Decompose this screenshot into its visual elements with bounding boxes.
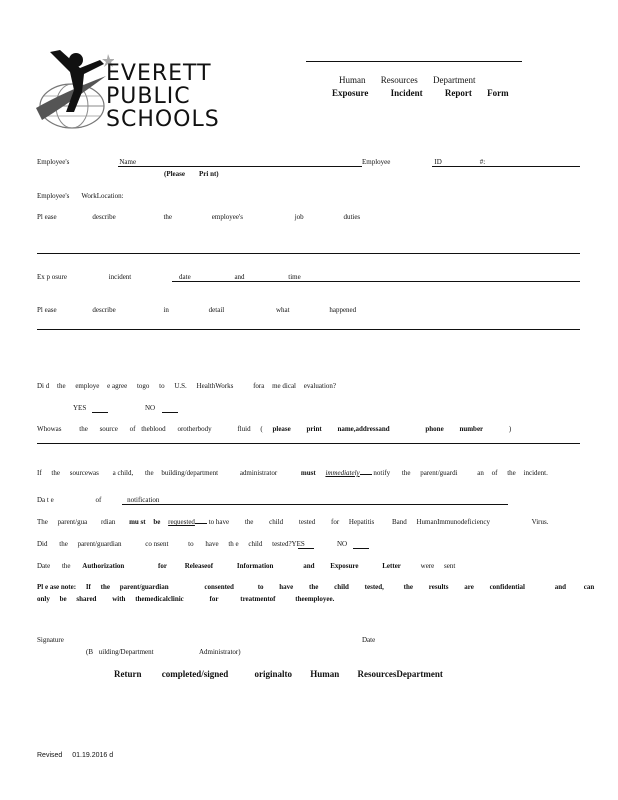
form-title: Exposure Incident Report Form [332, 88, 509, 98]
revision-footer: Revised 01.19.2016 d [37, 752, 114, 759]
job-duties-field[interactable] [37, 253, 580, 254]
confidentiality-note-line-1: Pl e ase note: If the parent/guardian consented to have the child tested, the results are confidential and can [37, 583, 595, 591]
consent-no-field[interactable] [353, 548, 369, 549]
what-happened-label: Pl ease describe in detail what happened [37, 306, 357, 314]
logo-line-2: PUBLIC [106, 84, 191, 109]
testing-request-statement: The parent/gua rdian mu st be requested to have the child tested for Hepatitis Band HumanImmunodeficiency Virus. [37, 518, 549, 526]
please-print-note: (Please Pri nt) [164, 170, 219, 178]
exposure-date-label: Ex p osure incident date and time [37, 273, 301, 281]
employee-id-field[interactable] [432, 166, 580, 167]
notification-date-label: Da t e of notification [37, 496, 160, 504]
district-logo [34, 46, 234, 130]
source-question: Whowas the source of theblood orotherbody fluid ( please print name,addressand phone number ) [37, 425, 512, 433]
medical-eval-yes-field[interactable] [92, 412, 108, 413]
child-source-instruction: If the sourcewas a child, the building/department administrator must immediately notify the parent/guardi an of the incident. [37, 469, 548, 477]
employee-name-label: Employee's Name [37, 158, 137, 166]
exposure-date-field[interactable] [172, 281, 580, 282]
header-rule [306, 61, 522, 62]
runner-globe-icon [34, 46, 114, 130]
logo-line-1: EVERETT [106, 61, 212, 86]
medical-eval-question: Di d the employe e agree togo to U.S. HealthWorks fora me dical evaluation? [37, 382, 337, 390]
signature-sublabel: (B uilding/Department Administrator) [86, 648, 241, 656]
signature-date-label: Date [362, 636, 376, 644]
return-instruction: Return completed/signed originalto Human ResourcesDepartment [114, 669, 443, 679]
employee-id-label: Employee ID #: [362, 158, 486, 166]
consent-question: Did the parent/guardian co nsent to have th e child tested?YES [37, 540, 305, 548]
medical-eval-yes-label: YES [73, 404, 87, 412]
medical-eval-no-label: NO [145, 404, 156, 412]
medical-eval-no-field[interactable] [162, 412, 178, 413]
source-field[interactable] [37, 443, 580, 444]
notification-date-field[interactable] [122, 504, 508, 505]
department-line: Human Resources Department [339, 75, 476, 85]
authorization-date-label: Date the Authorization for Releaseof Information and Exposure Letter were sent [37, 562, 456, 570]
job-duties-label: Pl ease describe the employee's job duties [37, 213, 361, 221]
consent-no-label: NO [337, 540, 348, 548]
logo-line-3: SCHOOLS [106, 107, 220, 132]
employee-name-field[interactable] [118, 166, 362, 167]
confidentiality-note-line-2: only be shared with themedicalclinic for treatmentof theemployee. [37, 595, 335, 603]
what-happened-field[interactable] [37, 329, 580, 330]
work-location-label: Employee's WorkLocation: [37, 192, 124, 200]
signature-label: Signature [37, 636, 64, 644]
consent-yes-field[interactable] [298, 548, 314, 549]
